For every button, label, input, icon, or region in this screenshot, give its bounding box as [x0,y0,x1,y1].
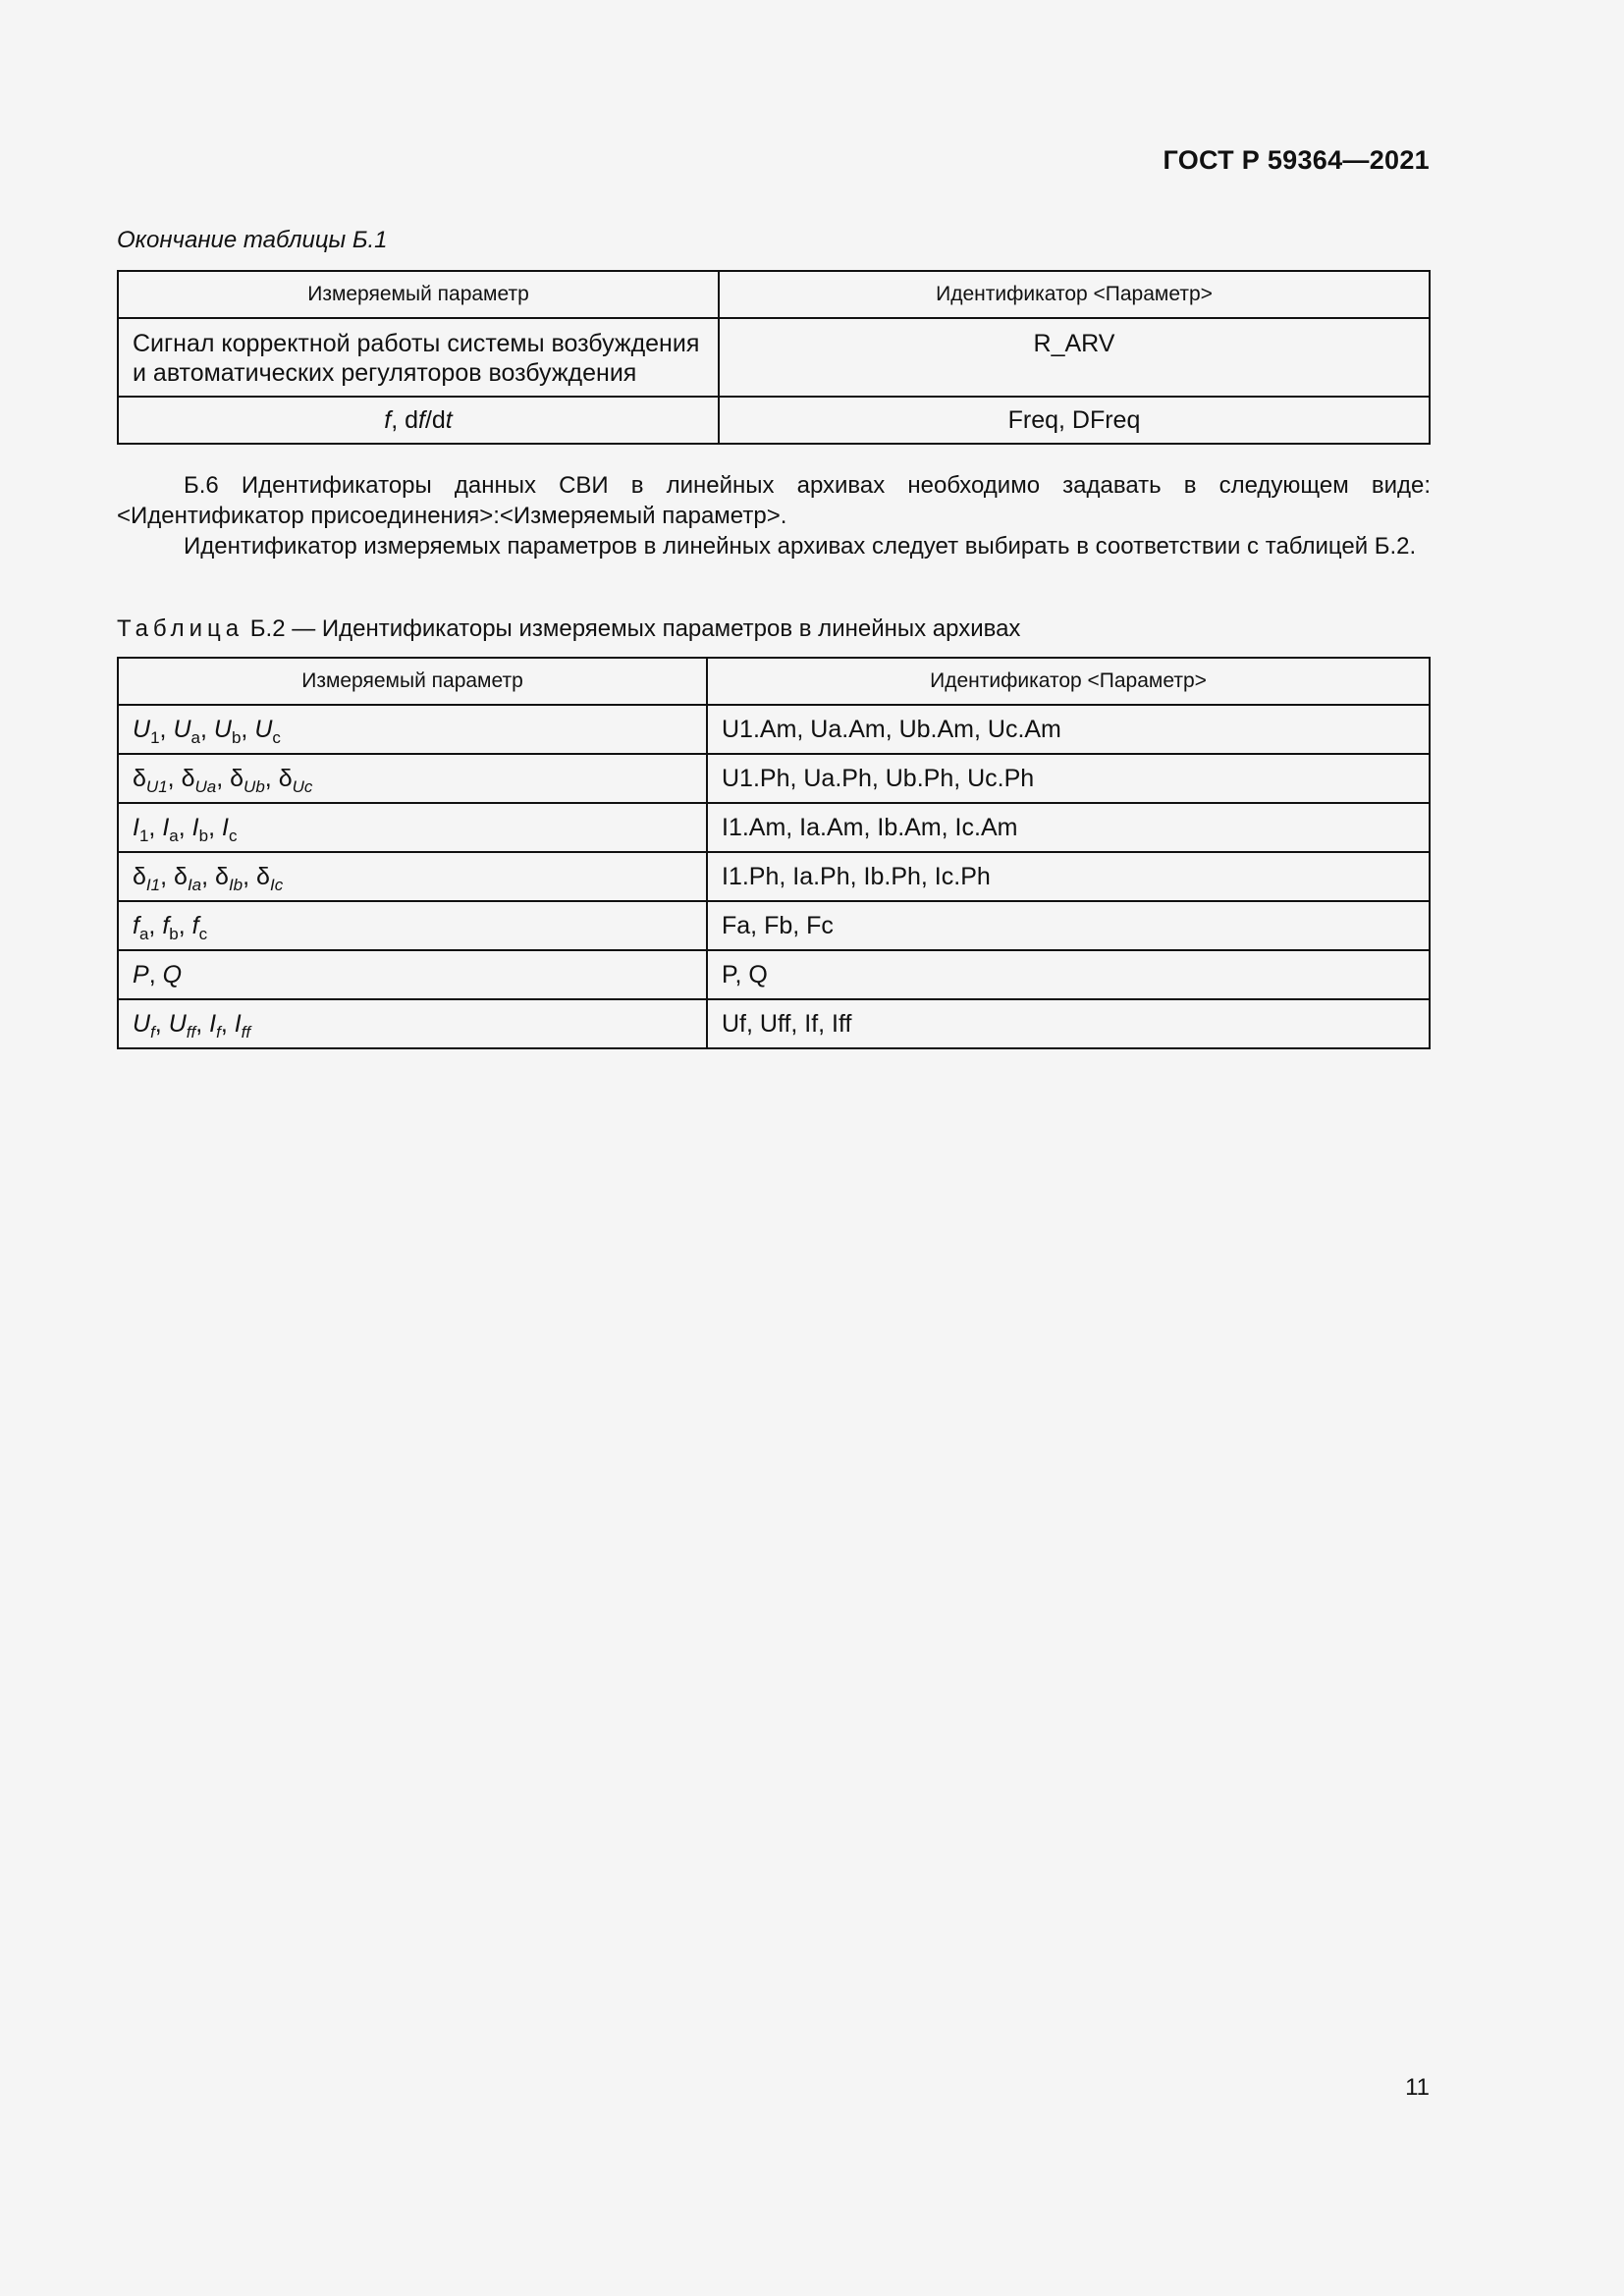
parameter-cell: $U_f$, $U_{ff}$, $I_f$, $I_{ff}$ [118,999,707,1048]
parameter-cell: $I_1$, $I_a$, $I_b$, $I_c$ [118,803,707,852]
parameter-cell: $U_1$, $U_a$, $U_b$, $U_c$ [118,705,707,754]
identifier-cell: I1.Ph, Ia.Ph, Ib.Ph, Ic.Ph [707,852,1430,901]
parameter-line: Сигнал корректной работы системы возбуждения [133,330,700,357]
identifier-cell: I1.Am, Ia.Am, Ib.Am, Ic.Am [707,803,1430,852]
identifier-cell: U1.Ph, Ua.Ph, Ub.Ph, Uc.Ph [707,754,1430,803]
table-b1-continuation [117,270,1431,445]
identifier-cell: Fa, Fb, Fc [707,901,1430,950]
column-header-parameter: Измеряемый параметр [118,658,707,705]
parameter-cell: $f_a$, $f_b$, $f_c$ [118,901,707,950]
parameter-cell: f, df/dt [118,397,719,444]
identifier-cell: Uf, Uff, If, Iff [707,999,1430,1048]
parameter-cell: P, Q [118,950,707,999]
identifier-cell: Freq, DFreq [719,397,1430,444]
parameter-cell [118,318,719,397]
table-header-row [118,271,1430,318]
table1-caption: Окончание таблицы Б.1 [117,227,388,253]
table-row [118,754,1430,803]
identifier-cell: U1.Am, Ua.Am, Ub.Am, Uc.Am [707,705,1430,754]
table-row [118,397,1430,444]
table-row [118,950,1430,999]
parameter-cell: $\delta_{U1}$, $\delta_{Ua}$, $\delta_{Ub}$, $\delta_{Uc}$ [118,754,707,803]
document-header: ГОСТ Р 59364—2021 [1163,145,1430,175]
table-b2 [117,657,1431,1049]
table-row [118,999,1430,1048]
page-number: 11 [1405,2074,1430,2101]
table-header-row [118,658,1430,705]
column-header-parameter: Измеряемый параметр [118,271,719,318]
paragraph-identifier-selection: Идентификатор измеряемых параметров в линейных архивах следует выбирать в соответствии с таблицей Б.2. [184,533,1417,560]
identifier-cell: R_ARV [719,318,1430,397]
table-row [118,803,1430,852]
paragraph-b6: Б.6 Идентификаторы данных СВИ в линейных архивах необходимо задавать в следующем виде: <Идентификатор присоединения>:<Измеряемый параметр>. [117,472,1431,529]
parameter-cell: $\delta_{I1}$, $\delta_{Ia}$, $\delta_{Ib}$, $\delta_{Ic}$ [118,852,707,901]
parameter-line: и автоматических регуляторов возбуждения [133,359,637,387]
table-row [118,318,1430,397]
table-row [118,901,1430,950]
table-row [118,705,1430,754]
table-row [118,852,1430,901]
column-header-identifier: Идентификатор <Параметр> [719,271,1430,318]
table2-caption: Таблица Б.2 — Идентификаторы измеряемых параметров в линейных архивах [117,615,1021,642]
column-header-identifier: Идентификатор <Параметр> [707,658,1430,705]
identifier-cell: P, Q [707,950,1430,999]
